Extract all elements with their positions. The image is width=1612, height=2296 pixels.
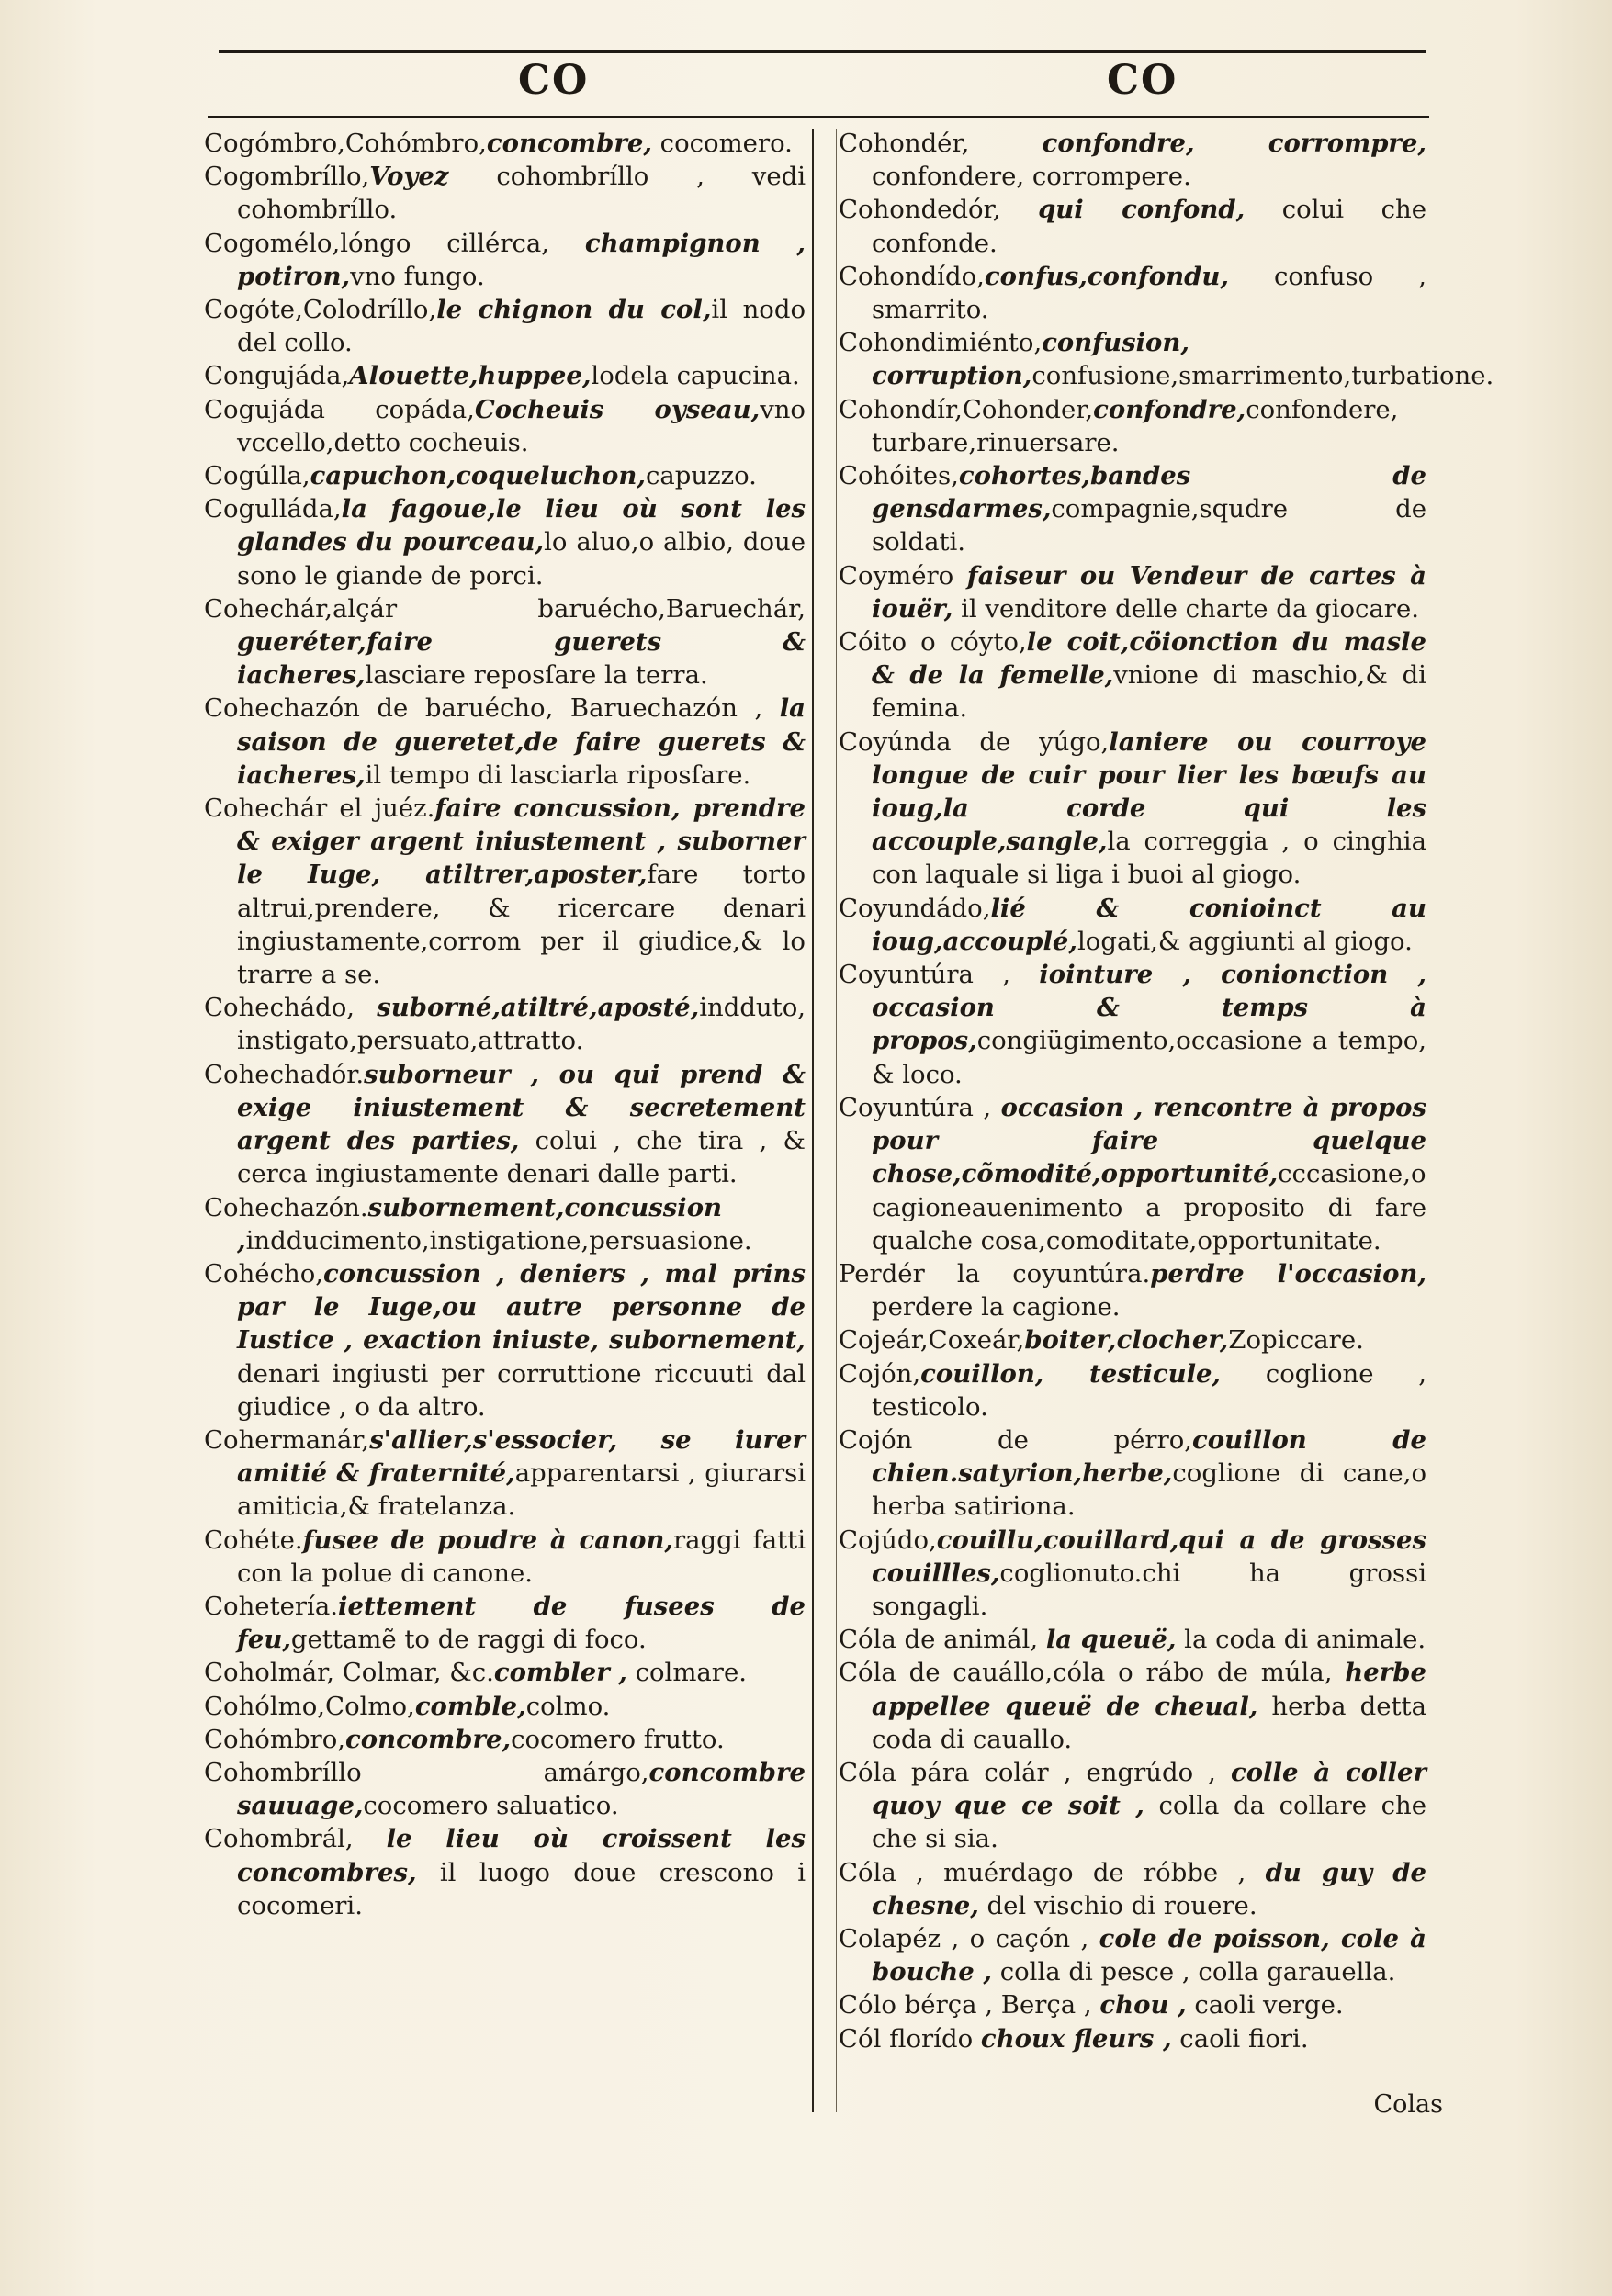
french-gloss: subornement,concussion ,	[237, 1192, 723, 1255]
spanish-headword: Cohechazón de baruécho, Baruechazón ,	[204, 693, 780, 724]
dictionary-entry	[204, 1524, 806, 1590]
dictionary-entry	[839, 1524, 1426, 1624]
italian-gloss: il luogo doue crescono i cocomeri.	[237, 1857, 806, 1920]
dictionary-entry	[204, 127, 806, 160]
column-divider	[812, 129, 814, 2112]
spanish-headword: Cogóte,Colodríllo,	[204, 295, 437, 325]
french-gloss: concussion , deniers , mal prins par le Iuge,ou autre personne de Iustice , exaction iniuste, subornement,	[237, 1258, 806, 1356]
italian-gloss: vno fungo.	[350, 261, 485, 291]
dictionary-entry	[839, 1257, 1426, 1323]
top-rule	[219, 50, 1426, 53]
dictionary-entry	[839, 1756, 1426, 1856]
spanish-headword: Cohóites,	[839, 461, 959, 491]
running-head-left: CO	[518, 57, 590, 104]
french-gloss: le chignon du col,	[436, 295, 712, 325]
dictionary-entry	[839, 958, 1426, 1091]
spanish-headword: Cohondído,	[839, 261, 985, 291]
italian-gloss: apparentarsi , giurarsi amiticia,& fratelanza.	[237, 1458, 806, 1522]
french-gloss: confusion, corruption,	[872, 328, 1189, 391]
spanish-headword: Cóito o cóyto,	[839, 627, 1027, 658]
spanish-headword: Cól florído	[839, 2023, 981, 2054]
spanish-headword: Cogujáda copáda,	[204, 394, 475, 424]
left-column	[204, 127, 806, 1922]
french-gloss: perdre l'occasion,	[1150, 1258, 1426, 1289]
spanish-headword: Perdér la coyuntúra.	[839, 1258, 1151, 1289]
dictionary-entry	[839, 127, 1426, 193]
dictionary-entry	[204, 359, 806, 392]
french-gloss: faiseur ou Vendeur de cartes à iouër,	[872, 560, 1426, 624]
italian-gloss: cocomero frutto.	[511, 1724, 725, 1754]
french-gloss: chou ,	[1099, 1990, 1187, 2020]
spanish-headword: Cohécho,	[204, 1258, 323, 1289]
italian-gloss: confuso , smarrito.	[872, 261, 1426, 325]
italian-gloss: indduto, instigato,persuato,attratto.	[237, 993, 806, 1056]
italian-gloss: perdere la cagione.	[872, 1292, 1121, 1322]
dictionary-entry	[204, 459, 806, 492]
spanish-headword: Cohechazón.	[204, 1192, 368, 1222]
french-gloss: s'allier,s'essocier, se iurer amitié & fraternité,	[237, 1424, 806, 1489]
italian-gloss: coglione , testicolo.	[872, 1358, 1427, 1422]
french-gloss: concombre,	[486, 129, 652, 158]
italian-gloss: gettamẽ to de raggi di foco.	[290, 1625, 647, 1655]
dictionary-entry	[204, 1257, 806, 1424]
italian-gloss: lodela capucina.	[591, 361, 800, 391]
french-gloss: lié & conioinct au ioug,accouplé,	[872, 893, 1426, 956]
french-gloss: couillu,couillard,qui a de grosses couillles,	[872, 1525, 1426, 1588]
dictionary-entry	[204, 1590, 806, 1656]
french-gloss: couillon, testicule,	[920, 1358, 1222, 1389]
dictionary-entry	[839, 1323, 1426, 1356]
spanish-headword: Coyúnda de yúgo,	[839, 726, 1110, 757]
french-gloss: iointure , conionction , occasion & temps à propos,	[872, 960, 1426, 1056]
french-gloss: boiter,clocher,	[1024, 1325, 1229, 1356]
italian-gloss: cocomero.	[651, 129, 793, 158]
spanish-headword: Cohechadór.	[204, 1059, 365, 1089]
italian-gloss: lo aluo,o albio, doue sono le giande de porci.	[237, 527, 806, 591]
dictionary-entry	[839, 1922, 1426, 1988]
dictionary-entry	[839, 1424, 1426, 1524]
dictionary-entry	[204, 492, 806, 592]
dictionary-entry	[204, 1690, 806, 1723]
italian-gloss: confondere, corrompere.	[872, 162, 1191, 192]
italian-gloss: fare torto altrui,prendere, & ricercare denari ingiustamente,corrom per il giudice,& lo trarre a se.	[237, 860, 806, 990]
italian-gloss: il venditore delle charte da giocare.	[953, 593, 1419, 624]
dictionary-entry	[839, 326, 1494, 392]
french-gloss: colle à coller quoy que ce soit ,	[872, 1757, 1426, 1821]
french-gloss: la fagoue,le lieu où sont les glandes du pourceau,	[237, 494, 806, 557]
spanish-headword: Cojón,	[839, 1358, 921, 1389]
running-head-right: CO	[1107, 57, 1178, 104]
dictionary-entry	[204, 1656, 806, 1689]
spanish-headword: Cogombríllo,	[204, 162, 370, 192]
french-gloss: la queuë,	[1045, 1625, 1177, 1655]
italian-gloss: denari ingiusti per corruttione riccuuti dal giudice , o da altro.	[237, 1358, 806, 1422]
spanish-headword: Cólo bérça , Berça ,	[839, 1990, 1100, 2020]
italian-gloss: colla di pesce , colla garauella.	[991, 1957, 1396, 1987]
french-gloss: qui confond,	[1038, 195, 1246, 225]
dictionary-entry	[839, 393, 1426, 459]
spanish-headword: Cohombrál,	[204, 1824, 387, 1854]
spanish-headword: Cóla , muérdago de róbbe ,	[839, 1857, 1266, 1887]
french-gloss: champignon , potiron,	[237, 228, 806, 291]
spanish-headword: Cohondér,	[839, 129, 1043, 158]
french-gloss: du guy de chesne,	[872, 1857, 1426, 1920]
spanish-headword: Coholmár, Colmar, &c.	[204, 1658, 494, 1688]
french-gloss: le lieu où croissent les concombres,	[237, 1824, 806, 1887]
dictionary-entry	[839, 1988, 1426, 2021]
dictionary-entry	[204, 1424, 806, 1524]
italian-gloss: confondere, turbare,rinuersare.	[872, 394, 1399, 457]
italian-gloss: Zopiccare.	[1228, 1325, 1364, 1356]
italian-gloss: vnione di maschio,& di femina.	[872, 660, 1426, 724]
spanish-headword: Cojón de pérro,	[839, 1424, 1193, 1455]
italian-gloss: logati,& aggiunti al giogo.	[1077, 926, 1413, 956]
french-gloss: fusee de poudre à canon,	[302, 1525, 673, 1555]
french-gloss: occasion , rencontre à propos pour faire quelque chose,cõmodité,opportunité,	[872, 1092, 1426, 1189]
italian-gloss: capuzzo.	[645, 461, 757, 491]
french-gloss: suborné,atiltré,aposté,	[377, 993, 700, 1023]
spanish-headword: Cogulláda,	[204, 494, 342, 524]
spanish-headword: Coyméro	[839, 560, 967, 591]
dictionary-entry	[204, 1822, 806, 1922]
italian-gloss: compagnie,squdre de soldati.	[872, 494, 1426, 557]
italian-gloss: indducimento,instigatione,persuasione.	[245, 1225, 752, 1255]
dictionary-entry	[204, 1756, 806, 1822]
italian-gloss: cccasione,o cagioneauenimento a proposito di fare qualche cosa,comoditate,opportunitate.	[872, 1159, 1426, 1255]
spanish-headword: Cohechár,alçár baruécho,Baruechár,	[204, 593, 806, 624]
spanish-headword: Cóla de animál,	[839, 1625, 1046, 1655]
french-gloss: choux fleurs ,	[980, 2023, 1172, 2054]
italian-gloss: colui , che tira , & cerca ingiustamente denari dalle parti.	[237, 1126, 806, 1189]
dictionary-entry	[839, 892, 1426, 958]
french-gloss: Voyez	[369, 162, 449, 192]
dictionary-entry	[204, 293, 806, 359]
right-column	[839, 127, 1494, 2055]
spanish-headword: Cogomélo,lóngo cillérca,	[204, 228, 585, 258]
italian-gloss: colmo.	[525, 1691, 611, 1721]
french-gloss: comble,	[414, 1691, 526, 1721]
spanish-headword: Cohermanár,	[204, 1424, 370, 1455]
dictionary-entry	[839, 1091, 1426, 1257]
french-gloss: concombre,	[345, 1724, 512, 1754]
french-gloss: confondre, corrompre,	[1042, 129, 1426, 158]
french-gloss: cole de poisson, cole à bouche ,	[872, 1923, 1426, 1987]
spanish-headword: Cohéte.	[204, 1525, 303, 1555]
french-gloss: suborneur , ou qui prend & exige iniustement & secretement argent des parties,	[237, 1059, 806, 1156]
italian-gloss: confusione,smarrimento,turbatione.	[1031, 361, 1494, 391]
spanish-headword: Coyuntúra ,	[839, 1092, 1001, 1122]
french-gloss: capuchon,coqueluchon,	[310, 461, 646, 491]
spanish-headword: Cohondimiénto,	[839, 328, 1043, 358]
spanish-headword: Cohondír,Cohonder,	[839, 394, 1094, 424]
italian-gloss: congiügimento,occasione a tempo, & loco.	[872, 1026, 1426, 1089]
dictionary-entry	[839, 1357, 1426, 1424]
french-gloss: gueréter,faire guerets & iacheres,	[237, 627, 806, 691]
italian-gloss: la correggia , o cinghia con laquale si liga i buoi al giogo.	[872, 827, 1426, 890]
italian-gloss: colmare.	[626, 1658, 747, 1688]
french-gloss: Cocheuis oyseau,	[474, 394, 761, 424]
dictionary-entry	[204, 792, 806, 991]
french-gloss: couillon de chien.satyrion,herbe,	[872, 1424, 1426, 1489]
dictionary-entry	[204, 393, 806, 459]
dictionary-entry	[204, 592, 806, 692]
spanish-headword: Cohechádo,	[204, 993, 378, 1023]
dictionary-entry	[839, 1656, 1426, 1756]
header-rule	[208, 116, 1429, 118]
french-gloss: Alouette,huppee,	[349, 361, 592, 391]
italian-gloss: caoli fiori.	[1171, 2023, 1309, 2054]
italian-gloss: il nodo del collo.	[237, 295, 806, 358]
spanish-headword: Cojeár,Coxeár,	[839, 1325, 1025, 1356]
spanish-headword: Coyuntúra ,	[839, 960, 1040, 990]
italian-gloss: vno vccello,detto cocheuis.	[237, 394, 806, 457]
catchword: Colas	[1373, 2090, 1443, 2119]
dictionary-entry	[839, 260, 1426, 326]
spanish-headword: Coyundádo,	[839, 893, 991, 923]
dictionary-entry	[204, 160, 806, 226]
italian-gloss: la coda di animale.	[1176, 1625, 1426, 1655]
dictionary-entry	[839, 625, 1426, 726]
french-gloss: confus,confondu,	[984, 261, 1229, 291]
french-gloss: concombre sauuage,	[237, 1757, 806, 1821]
italian-gloss: il tempo di lasciarla riposſare.	[365, 760, 751, 790]
spanish-headword: Cojúdo,	[839, 1525, 937, 1555]
italian-gloss: colui che confonde.	[872, 195, 1426, 258]
italian-gloss: cocomero saluatico.	[363, 1791, 619, 1821]
italian-gloss: del vischio di rouere.	[978, 1890, 1257, 1920]
french-gloss: la saison de gueretet,de faire guerets & iacheres,	[237, 693, 806, 790]
dictionary-entry	[839, 459, 1426, 559]
dictionary-entry	[839, 559, 1426, 625]
french-gloss: cohortes,bandes de gensdarmes,	[872, 461, 1426, 524]
dictionary-entry	[839, 726, 1426, 892]
dictionary-entry	[204, 1723, 806, 1756]
french-gloss: iettement de fusees de feu,	[237, 1591, 806, 1655]
column-divider-secondary	[836, 129, 837, 2112]
spanish-headword: Cohetería.	[204, 1591, 338, 1621]
spanish-headword: Congujáda,	[204, 361, 350, 391]
italian-gloss: herba detta coda di cauallo.	[872, 1691, 1426, 1754]
dictionary-entry	[204, 227, 806, 293]
dictionary-entry	[839, 1856, 1426, 1922]
dictionary-entry	[839, 193, 1426, 259]
spanish-headword: Cogómbro,Cohómbro,	[204, 129, 487, 158]
italian-gloss: coglionuto.chi ha grossi songagli.	[872, 1558, 1426, 1621]
spanish-headword: Cohólmo,Colmo,	[204, 1691, 415, 1721]
spanish-headword: Cohómbro,	[204, 1724, 345, 1754]
spanish-headword: Cohombríllo amárgo,	[204, 1757, 649, 1787]
italian-gloss: lasciare reposſare la terra.	[365, 660, 708, 691]
dictionary-entry	[204, 692, 806, 792]
french-gloss: laniere ou courroye longue de cuir pour lier les bœufs au ioug,la corde qui les accouple,sangle,	[872, 726, 1426, 857]
spanish-headword: Cóla de cauállo,cóla o rábo de múla,	[839, 1658, 1346, 1688]
dictionary-entry	[204, 991, 806, 1057]
spanish-headword: Cóla pára colár , engrúdo ,	[839, 1757, 1231, 1787]
italian-gloss: colla da collare che che si sia.	[872, 1791, 1426, 1854]
french-gloss: combler ,	[493, 1658, 627, 1688]
italian-gloss: raggi fatti con la polue di canone.	[237, 1525, 806, 1588]
french-gloss: faire concussion, prendre & exiger argent iniustement , suborner le Iuge, atiltrer,aposter,	[237, 793, 806, 890]
french-gloss: confondre,	[1093, 394, 1246, 424]
dictionary-entry	[204, 1058, 806, 1191]
spanish-headword: Cohechár el juéz.	[204, 793, 435, 824]
spanish-headword: Colapéz , o caçón ,	[839, 1923, 1099, 1953]
french-gloss: herbe appellee queuë de cheual,	[872, 1658, 1426, 1721]
french-gloss: le coit,cöionction du masle & de la femelle,	[872, 627, 1426, 691]
dictionary-entry	[839, 1623, 1426, 1656]
italian-gloss: coglione di cane,o herba satiriona.	[872, 1458, 1426, 1522]
dictionary-entry	[839, 2022, 1426, 2055]
italian-gloss: cohombríllo , vedi cohombríllo.	[237, 162, 806, 225]
dictionary-entry	[204, 1191, 806, 1257]
spanish-headword: Cogúlla,	[204, 461, 310, 491]
spanish-headword: Cohondedór,	[839, 195, 1039, 225]
italian-gloss: caoli verge.	[1186, 1990, 1344, 2020]
